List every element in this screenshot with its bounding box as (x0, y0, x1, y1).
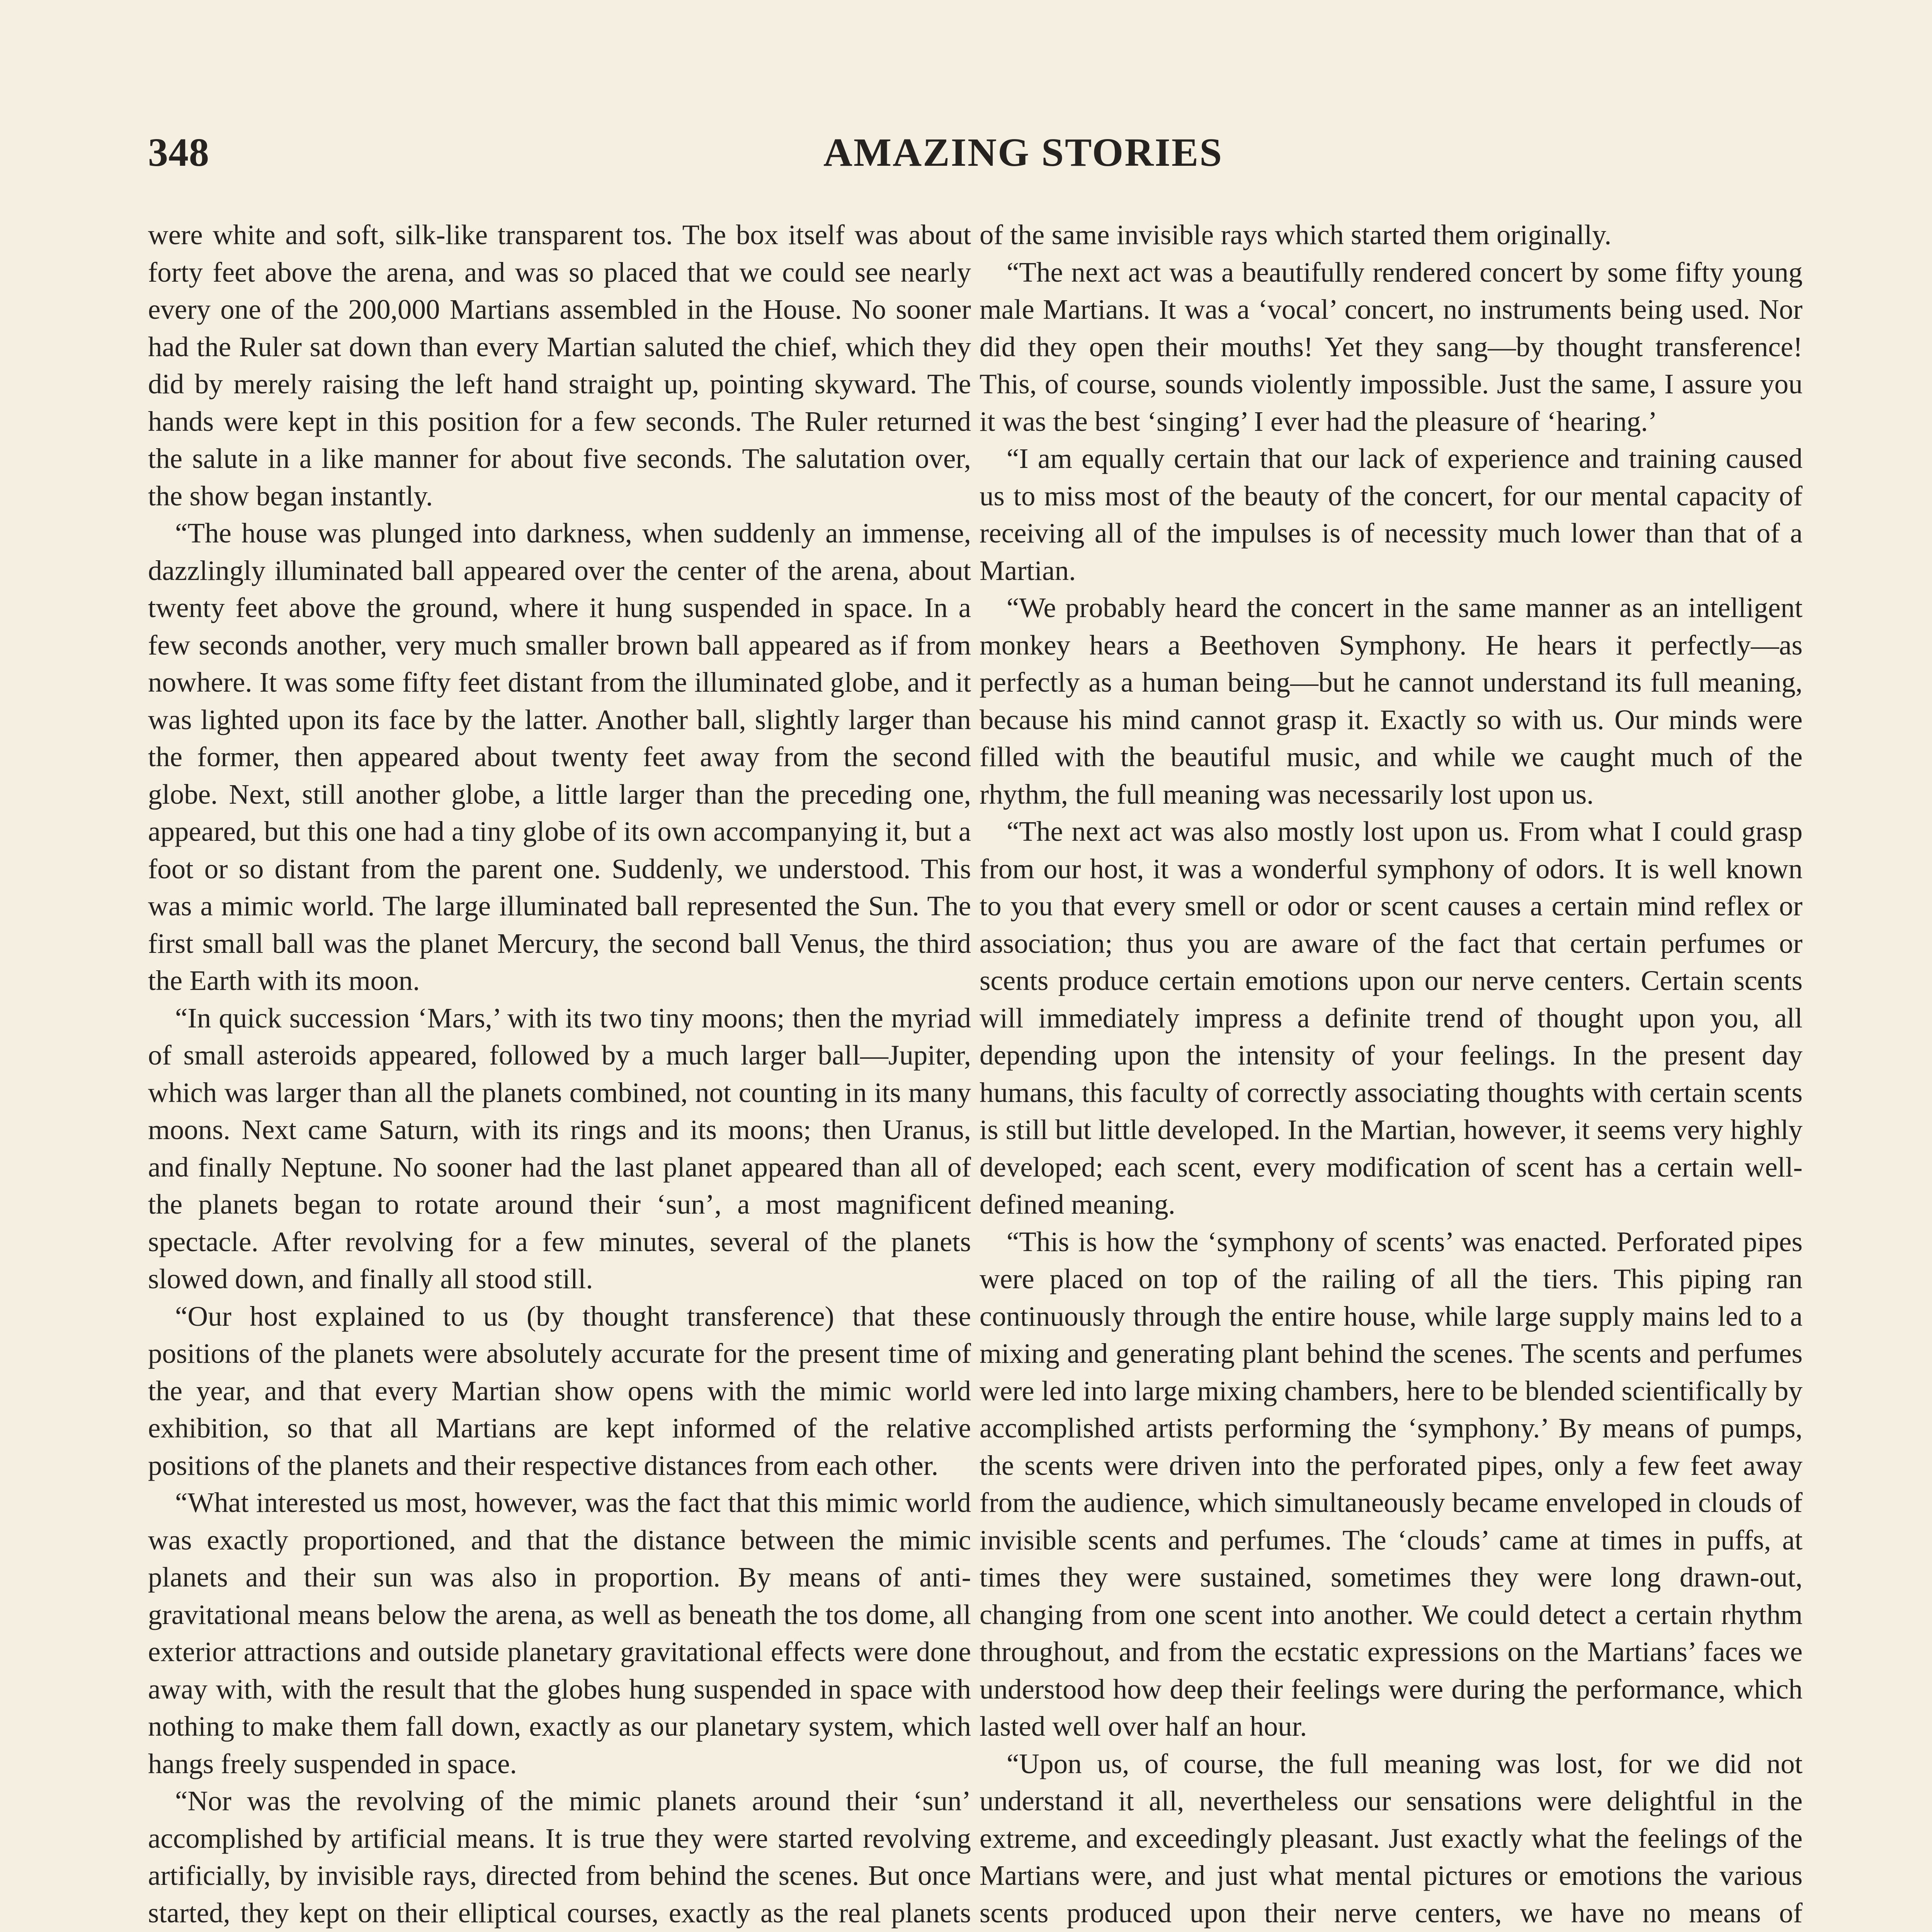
paragraph: “We probably heard the concert in the same manner as an intelligent monkey hears a Beethoven Symphony. He hears it perfectly—as perfectly as a human being—but he cannot understand its full meaning, because his mind cannot grasp it. Exactly so with us. Our minds were filled with the beautiful music, and while we caught much of the rhythm, the full meaning was necessarily lost upon us. (980, 592, 1803, 810)
paragraph: were white and soft, silk-like transparent tos. The box itself was about forty feet above the arena, and was so placed that we could see nearly every one of the 200,000 Martians assembled in the House. No sooner had the Ruler sat down than every Martian saluted the chief, which they did by merely raising the left hand straight up, pointing skyward. The hands were kept in this position for a few seconds. The Ruler returned the salute in a like manner for about five seconds. The salutation over, the show began instantly. (148, 219, 971, 512)
right-column (980, 216, 1803, 1932)
paragraph: “This is how the ‘symphony of scents’ was enacted. Perforated pipes were placed on top of the railing of all the tiers. This piping ran continuously through the entire house, while large supply mains led to a mixing and generating plant behind the scenes. The scents and perfumes were led into large mixing chambers, here to be blended scientifically by accomplished artists performing the ‘symphony.’ By means of pumps, the scents were driven into the perforated pipes, only a few feet away from the audience, which simultaneously became enveloped in clouds of invisible scents and perfumes. The ‘clouds’ came at times in puffs, at times they were sustained, sometimes they were long drawn-out, changing from one scent into another. We could detect a certain rhythm throughout, and from the ecstatic expressions on the Martians’ faces we understood how deep their feelings were during the performance, which lasted well over half an hour. (980, 1226, 1803, 1742)
paragraph: “I am equally certain that our lack of experience and training caused us to miss most of the beauty of the concert, for our mental capacity of receiving all of the impulses is of necessity much lower than that of a Martian. (980, 443, 1803, 586)
paragraph: “Upon us, of course, the full meaning was lost, for we did not understand it all, nevertheless our sensations were delightful in the extreme, and exceedingly pleasant. Just exactly what the feelings of the Martians were, and just what mental pictures or emotions the various scents produced upon their nerve centers, we have no means of (980, 1748, 1803, 1929)
paragraph: of the same invisible rays which started them originally. (980, 219, 1612, 250)
page-header (148, 128, 1898, 178)
paragraph: “The next act was a beautifully rendered concert by some fifty young male Martians. It was a ‘vocal’ concert, no instruments being used. Nor did they open their mouths! Yet they sang—by thought transference! This, of course, sounds violently impossible. Just the same, I assure you it was the best ‘singing’ I ever had the pleasure of ‘hearing.’ (980, 256, 1803, 437)
left-column (148, 216, 971, 1932)
paragraph: “The next act was also mostly lost upon us. From what I could grasp from our host, it was a wonderful symphony of odors. It is well known to you that every smell or odor or scent causes a certain mind reflex or association; thus you are aware of the fact that certain perfumes or scents produce certain emotions upon our nerve centers. Certain scents will immediately impress a definite trend of thought upon you, all depending upon the intensity of your feelings. In the present day humans, this faculty of correctly associating thoughts with certain scents is still but little developed. In the Martian, however, it seems very highly developed; each scent, every modification of scent has a certain well-defined meaning. (980, 816, 1803, 1220)
magazine-title: AMAZING STORIES (823, 130, 1223, 175)
paragraph: “What interested us most, however, was the fact that this mimic world was exactly proportioned, and that the distance between the mimic planets and their sun was also in proportion. By means of anti-gravitational means below the arena, as well as beneath the tos dome, all exterior attractions and outside planetary gravitational effects were done away with, with the result that the globes hung suspended in space with nothing to make them fall down, exactly as our planetary system, which hangs freely suspended in space. (148, 1487, 971, 1779)
page-number: 348 (148, 130, 209, 175)
paragraph: “The house was plunged into darkness, when suddenly an immense, dazzlingly illuminated ball appeared over the center of the arena, about twenty feet above the ground, where it hung suspended in space. In a few seconds another, very much smaller brown ball appeared as if from nowhere. It was some fifty feet distant from the illuminated globe, and it was lighted upon its face by the latter. Another ball, slightly larger than the former, then appeared about twenty feet away from the second globe. Next, still another globe, a little larger than the preceding one, appeared, but this one had a tiny globe of its own accompanying it, but a foot or so distant from the parent one. Suddenly, we understood. This was a mimic world. The large illuminated ball represented the Sun. The first small ball was the planet Mercury, the second ball Venus, the third the Earth with its moon. (148, 517, 971, 996)
paragraph: “In quick succession ‘Mars,’ with its two tiny moons; then the myriad of small asteroids appeared, followed by a much larger ball—Jupiter, which was larger than all the planets combined, not counting in its many moons. Next came Saturn, with its rings and its moons; then Uranus, and finally Neptune. No sooner had the last planet appeared than all of the planets began to rotate around their ‘sun’, a most magnificent spectacle. After revolving for a few minutes, several of the planets slowed down, and finally all stood still. (148, 1002, 971, 1294)
paragraph: “Nor was the revolving of the mimic planets around their ‘sun’ accomplished by artificial means. It is true they were started revolving artificially, by invisible rays, directed from behind the scenes. But once started, they kept on their elliptical courses, exactly as the real planets (148, 1785, 971, 1929)
paragraph: “Our host explained to us (by thought transference) that these positions of the planets were absolutely accurate for the present time of the year, and that every Martian show opens with the mimic world exhibition, so that all Martians are kept informed of the relative positions of the planets and their respective distances from each other. (148, 1300, 971, 1481)
